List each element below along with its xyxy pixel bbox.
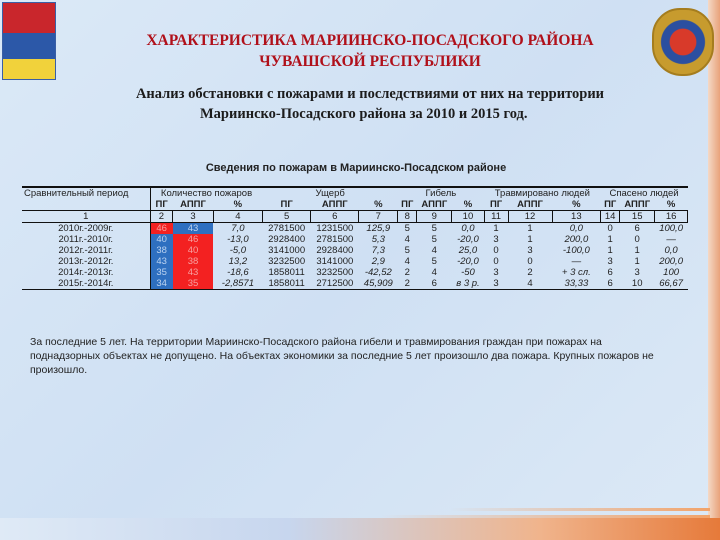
table-cell: 4 bbox=[431, 267, 437, 278]
table-row bbox=[22, 223, 688, 235]
page-title bbox=[90, 30, 650, 72]
table-cell: 2,9 bbox=[371, 256, 385, 267]
table-cell: 3 bbox=[607, 256, 613, 267]
fire-stats-table bbox=[22, 186, 688, 290]
table-cell: 5 bbox=[431, 223, 437, 234]
decorative-edge-right bbox=[708, 0, 720, 540]
table-cell: 4 bbox=[508, 278, 552, 290]
table-cell: 38 bbox=[173, 256, 214, 267]
decorative-stripe bbox=[450, 508, 710, 511]
table-cell: 0,0 bbox=[664, 245, 678, 256]
table-cell: -20,0 bbox=[457, 256, 479, 267]
table-cell: 43 bbox=[173, 267, 214, 278]
table-cell: 2 bbox=[398, 278, 417, 290]
table-cell: 2928400 bbox=[268, 234, 306, 245]
table-cell: 45,909 bbox=[359, 278, 398, 290]
table-cell: 35 bbox=[150, 267, 173, 278]
table-cell: 4 bbox=[404, 256, 410, 267]
district-coat-of-arms-logo bbox=[2, 2, 56, 80]
title-line-2: ЧУВАШСКОЙ РЕСПУБЛИКИ bbox=[259, 53, 481, 70]
sub-header: АППГ bbox=[624, 199, 651, 210]
table-cell: 13,2 bbox=[228, 256, 248, 267]
table-cell: 3 bbox=[493, 234, 499, 245]
table-cell: 5 bbox=[431, 234, 437, 245]
group-header: Количество пожаров bbox=[150, 187, 263, 199]
table-cell: 1858011 bbox=[268, 267, 305, 278]
table-cell: 1 bbox=[634, 245, 640, 256]
column-number: 5 bbox=[263, 211, 311, 223]
sub-header: ПГ bbox=[604, 199, 617, 210]
table-cell: 3 bbox=[493, 267, 499, 278]
column-number: 14 bbox=[601, 211, 620, 223]
column-number: 16 bbox=[655, 211, 688, 223]
table-row bbox=[22, 267, 688, 278]
table-title: Сведения по пожарам в Мариинско-Посадском районе bbox=[205, 162, 507, 174]
column-number: 2 bbox=[150, 211, 173, 223]
table-cell: — bbox=[571, 256, 582, 267]
table-cell: -5,0 bbox=[229, 245, 247, 256]
table-cell: 4 bbox=[404, 234, 410, 245]
table-cell: 6 bbox=[607, 267, 613, 278]
table-cell: 200,0 bbox=[564, 234, 589, 245]
table-cell: 3141000 bbox=[316, 256, 354, 267]
column-number: 10 bbox=[452, 211, 484, 223]
table-cell: 34 bbox=[150, 278, 173, 290]
table-cell: 4 bbox=[431, 245, 437, 256]
table-cell: -50 bbox=[461, 267, 475, 278]
decorative-edge-bottom bbox=[0, 518, 720, 540]
subtitle-line-2: Мариинско-Посадского района за 2010 и 2015 год. bbox=[200, 106, 528, 122]
table-cell: 5 bbox=[404, 245, 410, 256]
table-cell: 10 bbox=[620, 278, 655, 290]
table-cell: 2 bbox=[527, 267, 533, 278]
table-cell: + 3 сл. bbox=[561, 267, 591, 278]
table-cell: 0,0 bbox=[461, 223, 475, 234]
table-cell: 1 bbox=[607, 234, 613, 245]
sub-header: ПГ bbox=[401, 199, 414, 210]
emergency-ministry-emblem-logo bbox=[652, 8, 714, 76]
column-number: 9 bbox=[417, 211, 452, 223]
sub-header: ПГ bbox=[155, 199, 168, 210]
table-cell: 0,0 bbox=[569, 223, 583, 234]
table-cell: 40 bbox=[173, 245, 214, 256]
table-cell: 2010г.-2009г. bbox=[22, 223, 150, 235]
sub-header: % bbox=[463, 199, 473, 210]
table-cell: 2013г.-2012г. bbox=[22, 256, 150, 267]
column-number: 4 bbox=[213, 211, 262, 223]
group-header: Гибель bbox=[398, 187, 484, 199]
subtitle bbox=[100, 84, 640, 124]
sub-header: % bbox=[572, 199, 581, 210]
table-cell: 2015г.-2014г. bbox=[22, 278, 150, 290]
column-number: 13 bbox=[552, 211, 601, 223]
table-cell: 7,0 bbox=[231, 223, 245, 234]
table-cell: 25,0 bbox=[458, 245, 478, 256]
table-cell: — bbox=[666, 234, 676, 245]
table-cell: 2 bbox=[404, 267, 410, 278]
table-cell: 0 bbox=[493, 256, 499, 267]
table-cell: 2781500 bbox=[316, 234, 354, 245]
table-cell: в 3 р. bbox=[452, 278, 484, 290]
table-number-row bbox=[22, 211, 688, 223]
table-row bbox=[22, 278, 688, 290]
table-cell: -100,0 bbox=[562, 245, 590, 256]
table-cell: 5 bbox=[404, 223, 410, 234]
column-number: 15 bbox=[620, 211, 655, 223]
table-cell: 46 bbox=[150, 223, 173, 235]
table-cell: 3232500 bbox=[268, 256, 306, 267]
subtitle-line-1: Анализ обстановки с пожарами и последствиями от них на территории bbox=[135, 86, 605, 102]
table-cell: 6 bbox=[601, 278, 620, 290]
table-cell: 0 bbox=[527, 256, 533, 267]
table-cell: 40 bbox=[150, 234, 173, 245]
table-cell: 43 bbox=[150, 256, 173, 267]
sub-header: АППГ bbox=[180, 199, 206, 210]
table-cell: 1 bbox=[527, 234, 533, 245]
table-cell: 100 bbox=[663, 267, 680, 278]
table-cell: 0 bbox=[634, 234, 640, 245]
table-cell: 1 bbox=[634, 256, 640, 267]
column-number: 6 bbox=[311, 211, 359, 223]
table-cell: 3 bbox=[527, 245, 533, 256]
sub-header: АППГ bbox=[421, 199, 448, 210]
table-cell: 2014г.-2013г. bbox=[22, 267, 150, 278]
column-number: 11 bbox=[484, 211, 508, 223]
table-cell: -42,52 bbox=[364, 267, 392, 278]
column-number: 8 bbox=[398, 211, 417, 223]
table-cell: 1 bbox=[493, 223, 499, 234]
group-header: Ущерб bbox=[263, 187, 398, 199]
sub-header: % bbox=[233, 199, 243, 210]
table-cell: -18,6 bbox=[227, 267, 249, 278]
table-cell: -20,0 bbox=[457, 234, 479, 245]
table-cell: 125,9 bbox=[366, 223, 391, 234]
table-cell: 3 bbox=[634, 267, 640, 278]
table-cell: 0 bbox=[607, 223, 613, 234]
table-cell: 1858011 bbox=[263, 278, 311, 290]
table-cell: 6 bbox=[634, 223, 640, 234]
column-number: 12 bbox=[508, 211, 552, 223]
sub-header: АППГ bbox=[517, 199, 543, 210]
sub-header: % bbox=[666, 199, 676, 210]
table-cell: 1231500 bbox=[316, 223, 354, 234]
table-cell: 35 bbox=[173, 278, 214, 290]
group-header: Спасено людей bbox=[601, 187, 688, 199]
column-number: 1 bbox=[22, 211, 150, 223]
sub-header: АППГ bbox=[321, 199, 348, 210]
table-cell: 100,0 bbox=[659, 223, 683, 234]
table-cell: 6 bbox=[417, 278, 452, 290]
group-header: Сравнительный период bbox=[22, 187, 150, 199]
table-cell: -2,8571 bbox=[213, 278, 262, 290]
sub-header: % bbox=[374, 199, 383, 210]
table-cell: -13,0 bbox=[227, 234, 249, 245]
note-text: За последние 5 лет. На территории Мариинско-Посадского района гибели и травмирования граждан при пожарах на поднадзорных объектах не допущено. На объектах экономики за последние 5 лет произошло два пожара. Крупных пожаров не произошло. bbox=[30, 336, 654, 376]
table-cell: 2012г.-2011г. bbox=[22, 245, 150, 256]
table-row bbox=[22, 245, 688, 256]
table-cell: 200,0 bbox=[659, 256, 683, 267]
table-row bbox=[22, 256, 688, 267]
table-row bbox=[22, 234, 688, 245]
table-cell: 3232500 bbox=[316, 267, 354, 278]
sub-header: ПГ bbox=[280, 199, 293, 210]
table-cell: 3141000 bbox=[268, 245, 306, 256]
table-cell: 1 bbox=[607, 245, 613, 256]
table-cell: 38 bbox=[150, 245, 173, 256]
table-cell: 33,33 bbox=[552, 278, 601, 290]
table-cell: 5,3 bbox=[371, 234, 385, 245]
table-cell: 46 bbox=[173, 234, 214, 245]
table-cell: 2928400 bbox=[316, 245, 354, 256]
table-cell: 5 bbox=[431, 256, 437, 267]
table-sub-header bbox=[22, 199, 688, 211]
title-line-1: ХАРАКТЕРИСТИКА МАРИИНСКО-ПОСАДСКОГО РАЙОНА bbox=[146, 32, 594, 49]
table-cell: 66,67 bbox=[655, 278, 688, 290]
table-cell: 2712500 bbox=[311, 278, 359, 290]
sub-header: ПГ bbox=[489, 199, 503, 210]
table-group-header bbox=[22, 187, 688, 199]
table-cell: 7,3 bbox=[371, 245, 385, 256]
table-cell: 0 bbox=[493, 245, 499, 256]
column-number: 3 bbox=[173, 211, 214, 223]
table-cell: 43 bbox=[173, 223, 214, 235]
table-cell: 1 bbox=[527, 223, 533, 234]
group-header: Травмировано людей bbox=[484, 187, 601, 199]
table-cell: 2011г.-2010г. bbox=[22, 234, 150, 245]
table-cell: 3 bbox=[484, 278, 508, 290]
table-cell: 2781500 bbox=[268, 223, 306, 234]
column-number: 7 bbox=[359, 211, 398, 223]
